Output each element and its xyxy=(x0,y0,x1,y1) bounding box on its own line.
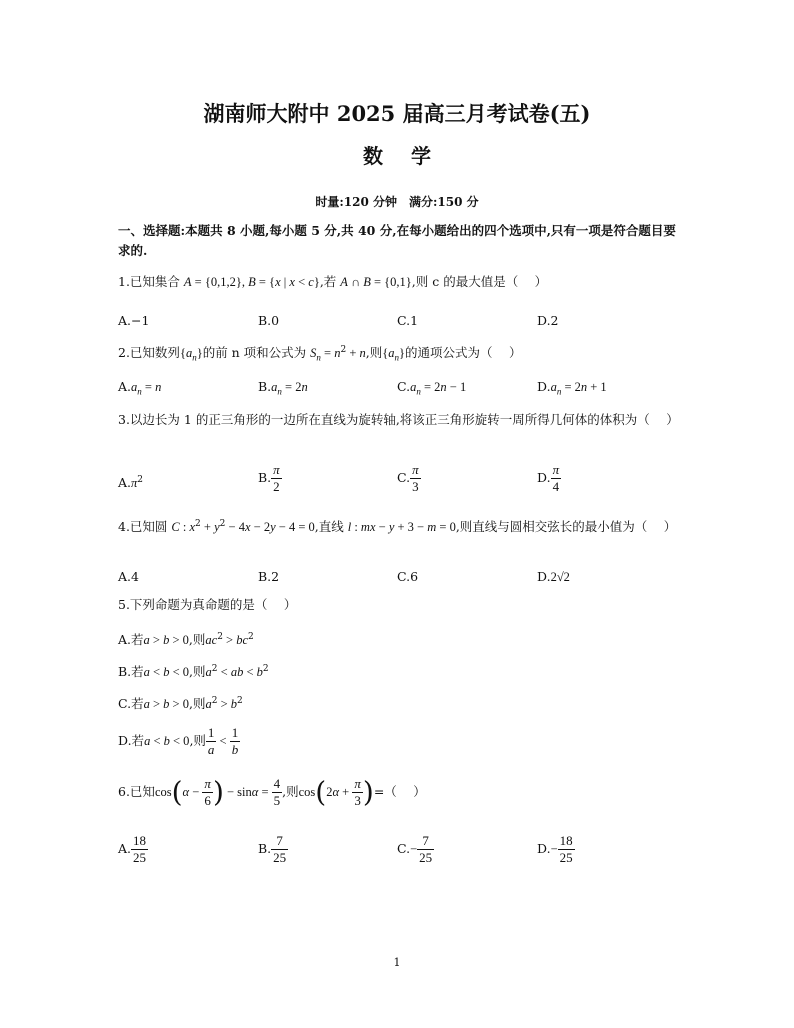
q1-option-b: B.0 xyxy=(258,313,280,328)
q4-option-c: C.6 xyxy=(397,569,419,584)
q3-option-b: B. $\frac{\pi}{2}$ xyxy=(258,462,280,494)
page-number: 1 xyxy=(393,956,401,969)
q2-option-b: $B.a_n = 2n$ xyxy=(258,379,308,397)
q5-option-a: A.若a > b > 0,则$ac^2 > bc^2$ xyxy=(118,632,254,648)
q6-option-d: D.− $\frac{18}{25}$ xyxy=(537,833,573,865)
q3-option-d: D. $\frac{\pi}{4}$ xyxy=(537,462,560,494)
q1-option-a: A.−1 xyxy=(118,313,150,328)
q3-option-a: $A.\pi^2$ xyxy=(118,475,144,491)
q2-option-c: $C.a_n = 2n - 1$ xyxy=(397,379,467,397)
question-4: 4.已知圆 C : $x^2 + y^2 - 4x - 2y - 4 = 0$,直线 l : mx − y + 3 − m = 0,则直线与圆相交弦长的最小值为（ ） xyxy=(118,519,677,535)
question-5: 5.下列命题为真命题的是（ ） xyxy=(118,597,297,612)
q6-option-b: B. $\frac{7}{25}$ xyxy=(258,833,287,865)
q6-option-a: A. $\frac{18}{25}$ xyxy=(118,833,147,865)
section-heading: 一、选择题:本题共 8 小题,每小题 5 分,共 40 分,在每小题给出的四个选项中,只有一项是符合题目要求的. xyxy=(118,223,676,258)
q4-option-d: D.2√2 xyxy=(537,569,570,584)
exam-title: 湖南师大附中 2025 届高三月考试卷(五) xyxy=(203,101,591,126)
q5-option-d: D.若a < b < 0,则 $\frac{1}{a}$ < $\frac{1}{b}$ xyxy=(118,725,239,757)
q5-option-b: B.若a < b < 0,则$a^2$ < ab < $b^2$ xyxy=(118,664,269,680)
q6-option-c: C.− $\frac{7}{25}$ xyxy=(397,833,433,865)
q1-option-c: C.1 xyxy=(397,313,419,328)
q4-option-b: B.2 xyxy=(258,569,280,584)
question-3: 3.以边长为 1 的正三角形的一边所在直线为旋转轴,将该正三角形旋转一周所得几何体的体积为（ ） xyxy=(118,412,679,427)
q1-option-d: D.2 xyxy=(537,313,559,328)
exam-meta: 时量:120 分钟 满分:150 分 xyxy=(315,195,479,209)
q5-option-c: C.若a > b > 0,则$a^2 > b^2$ xyxy=(118,696,243,712)
question-2: 2.已知数列$\{a_n\}$的前 n 项和公式为 $S_n = n^2 + n$,则$\{a_n\}$的通项公式为（ ） xyxy=(118,345,522,363)
subject-title: 数学 xyxy=(363,144,459,168)
question-1: 1.已知集合 A = {0,1,2}, B = {x | x < c},若 A ∩ B = {0,1},则 c 的最大值是（ ） xyxy=(118,274,548,289)
question-6: 6.已知cos(α − $\frac{\pi}{6}$ ) − sinα = $\frac{4}{5}$ ,则cos(2α + $\frac{\pi}{3}$ )=（ ） xyxy=(118,775,426,809)
q2-option-a: $A.a_n = n$ xyxy=(118,379,162,397)
q4-option-a: A.4 xyxy=(118,569,139,584)
q2-option-d: $D.a_n = 2n + 1$ xyxy=(537,379,607,397)
q3-option-c: C. $\frac{\pi}{3}$ xyxy=(397,462,419,494)
